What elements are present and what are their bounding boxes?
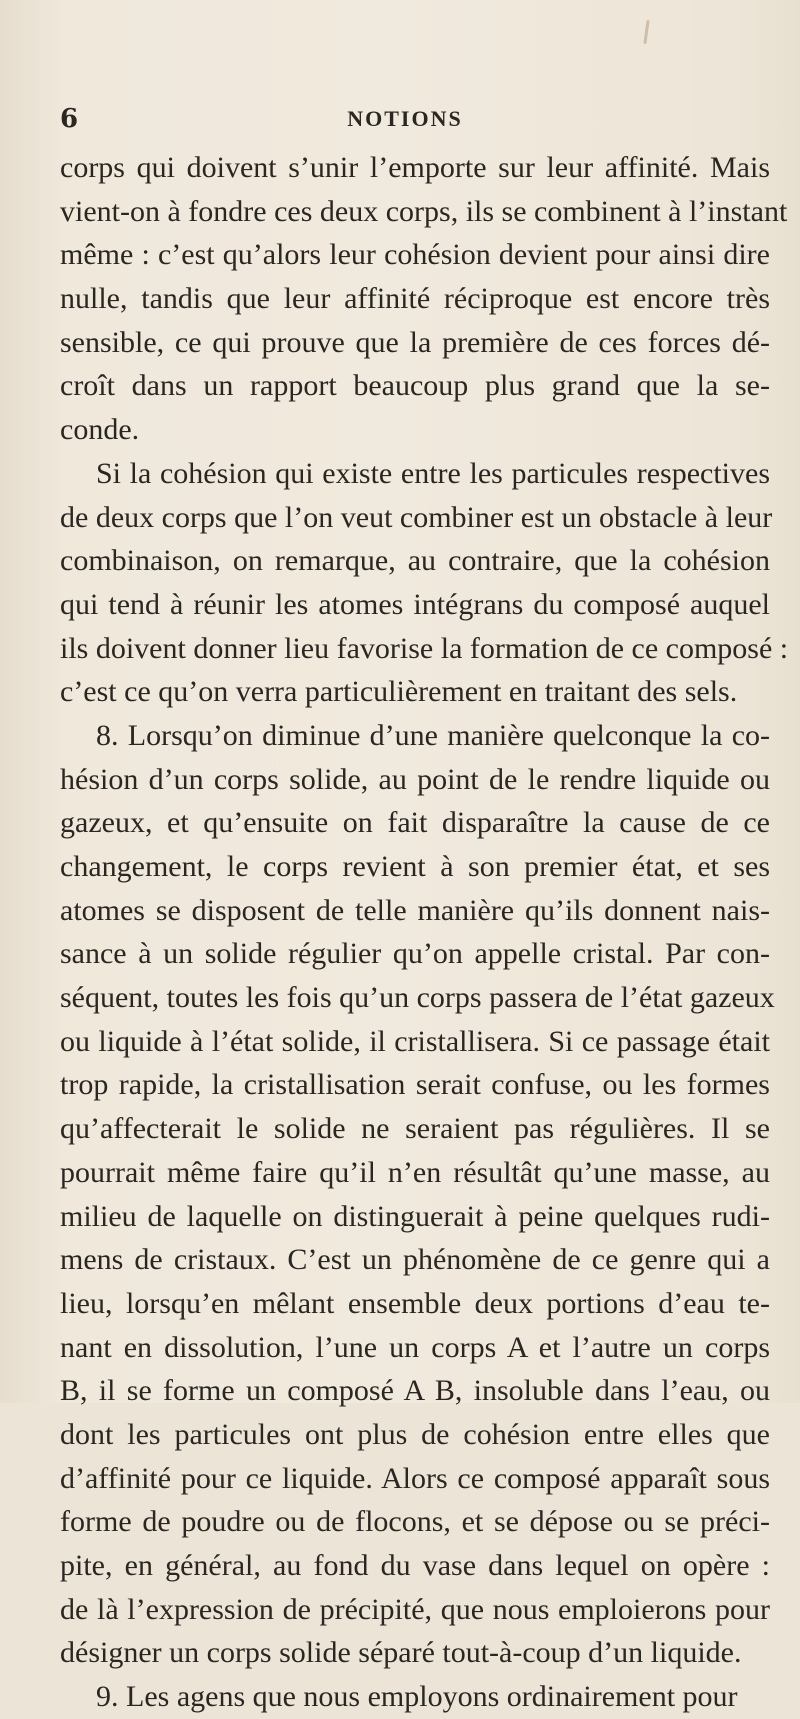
text-line: c’est ce qu’on verra particulièrement en traitant des sels. <box>60 675 738 709</box>
text-line: de deux corps que l’on veut combiner est un obstacle à leur <box>60 500 773 534</box>
text-line: pourrait même faire qu’il n’en résultât qu’une masse, au <box>60 1155 770 1189</box>
text-line: même : c’est qu’alors leur cohésion devient pour ainsi dire <box>60 238 770 272</box>
page-number: 6 <box>60 104 79 134</box>
text-line: hésion d’un corps solide, au point de le rendre liquide ou <box>60 762 770 796</box>
section-9-start-line: 9. Les agens que nous employons ordinairement pour <box>96 1680 738 1714</box>
text-line: B, il se forme un composé A B, insoluble dans l’eau, ou <box>60 1374 770 1408</box>
text-line: gazeux, et qu’ensuite on fait disparaître la cause de ce <box>60 806 770 840</box>
text-line: lieu, lorsqu’en mêlant ensemble deux portions d’eau te- <box>60 1286 770 1320</box>
text-line: dont les particules ont plus de cohésion entre elles que <box>60 1417 770 1451</box>
text-line: désigner un corps solide séparé tout-à-coup d’un liquide. <box>60 1636 742 1670</box>
text-line: de là l’expression de précipité, que nous emploierons pour <box>60 1592 770 1626</box>
text-line: ils doivent donner lieu favorise la formation de ce composé : <box>60 631 789 665</box>
text-line: sance à un solide régulier qu’on appelle cristal. Par con- <box>60 937 770 971</box>
text-line: forme de poudre ou de flocons, et se dépose ou se préci- <box>60 1505 770 1539</box>
paragraph-start-line: Si la cohésion qui existe entre les particules respectives <box>96 456 770 490</box>
text-line: nulle, tandis que leur affinité réciproque est encore très <box>60 282 770 316</box>
text-line: changement, le corps revient à son premier état, et ses <box>60 850 770 883</box>
text-line: mens de cristaux. C’est un phénomène de ce genre qui a <box>60 1243 770 1277</box>
text-line: milieu de laquelle on distinguerait à peine quelques rudi- <box>60 1199 770 1233</box>
text-line: vient-on à fondre ces deux corps, ils se combinent à l’instant <box>60 194 788 228</box>
text-line: sensible, ce qui prouve que la première de ces forces dé- <box>60 325 770 359</box>
text-line: qu’affecterait le solide ne seraient pas régulières. Il se <box>60 1112 770 1146</box>
body-text <box>60 146 789 1719</box>
text-line: corps qui doivent s’unir l’emporte sur leur affinité. Mais <box>60 151 770 184</box>
text-line: séquent, toutes les fois qu’un corps passera de l’état gazeux <box>60 981 775 1015</box>
ink-smudge <box>643 20 649 44</box>
text-line: croît dans un rapport beaucoup plus grand que la se- <box>60 369 770 403</box>
running-title: NOTIONS <box>347 106 463 131</box>
text-line: trop rapide, la cristallisation serait confuse, ou les formes <box>60 1068 770 1102</box>
text-line: combinaison, on remarque, au contraire, que la cohésion <box>60 544 770 578</box>
text-line: nant en dissolution, l’une un corps A et l’autre un corps <box>60 1330 770 1364</box>
text-line: atomes se disposent de telle manière qu’ils donnent nais- <box>60 893 770 927</box>
text-line: conde. <box>60 413 140 447</box>
text-line: pite, en général, au fond du vase dans lequel on opère : <box>60 1549 770 1582</box>
text-line: d’affinité pour ce liquide. Alors ce composé apparaît sous <box>60 1461 770 1495</box>
page-header <box>60 104 750 144</box>
section-8-start-line: 8. Lorsqu’on diminue d’une manière quelconque la co- <box>96 718 770 752</box>
text-line: ou liquide à l’état solide, il cristallisera. Si ce passage était <box>60 1024 770 1058</box>
text-line: qui tend à réunir les atomes intégrans du composé auquel <box>60 587 770 621</box>
